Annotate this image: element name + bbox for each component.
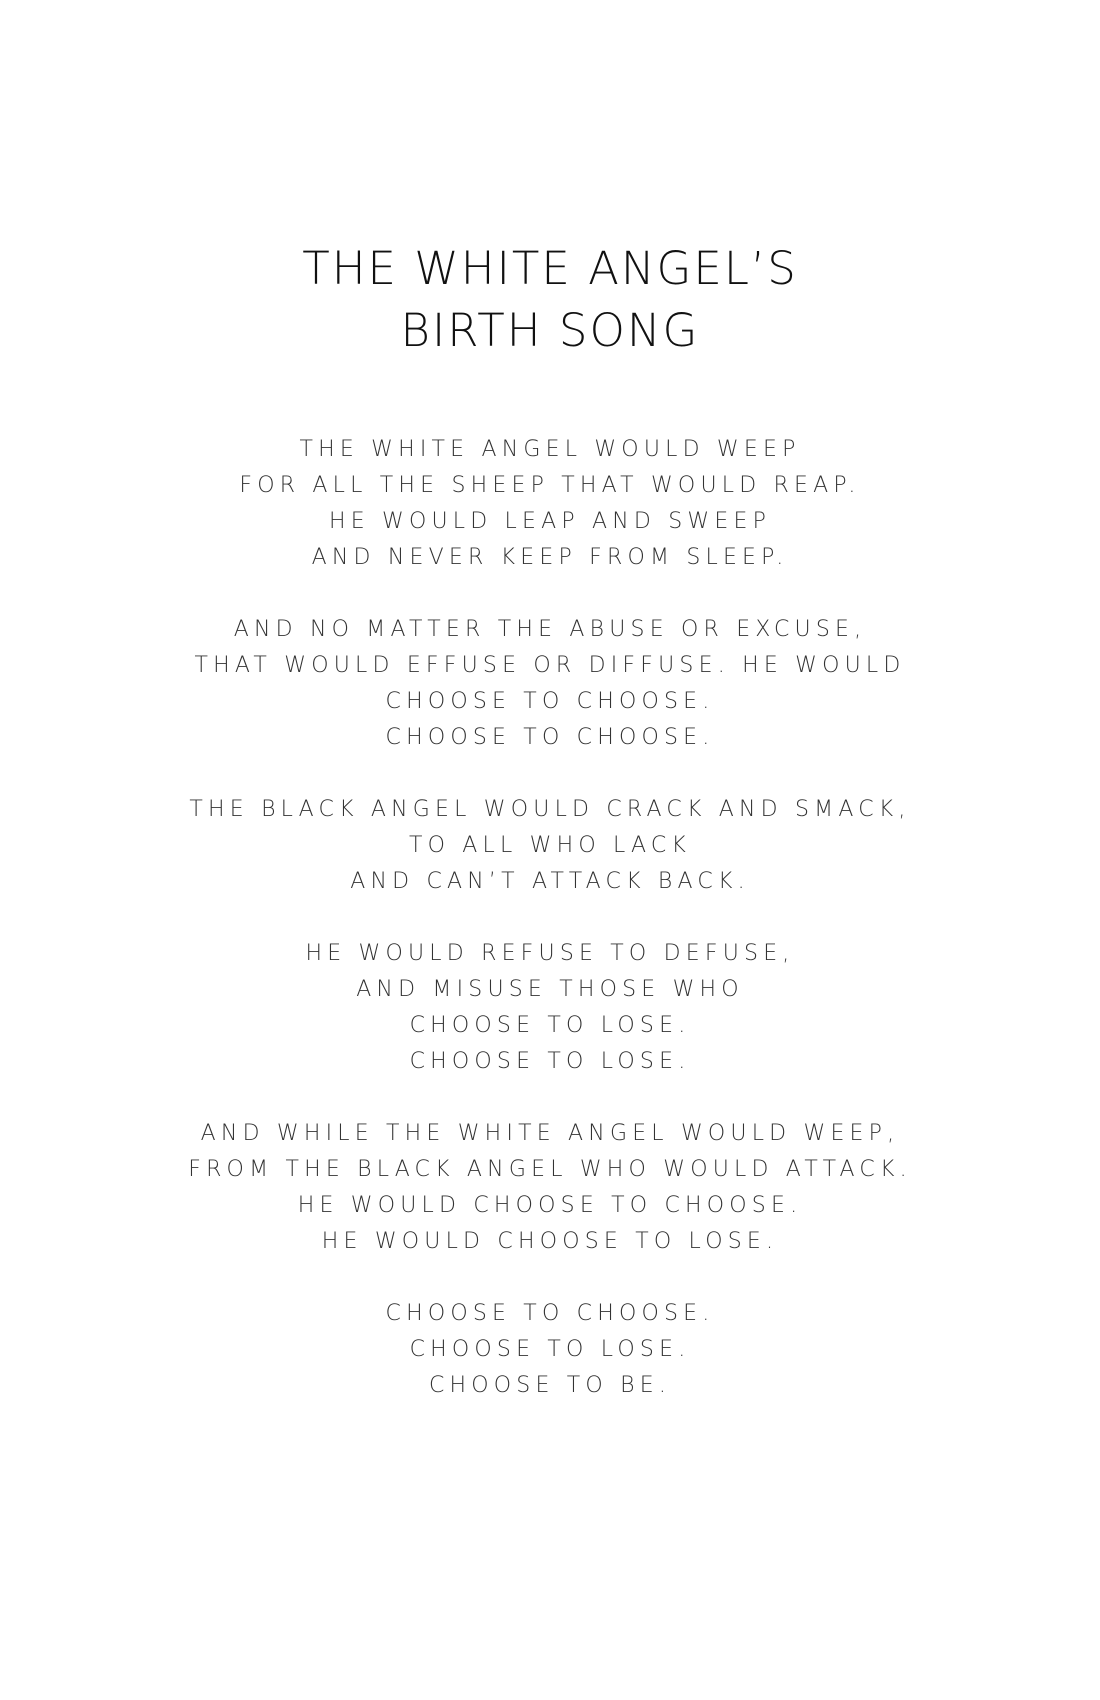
poem-line: CHOOSE TO CHOOSE.: [385, 725, 715, 750]
poem-line: CHOOSE TO CHOOSE.: [385, 689, 715, 714]
poem-line: CHOOSE TO CHOOSE.: [385, 1301, 715, 1326]
poem-line: CHOOSE TO BE.: [428, 1373, 672, 1398]
poem-line: CHOOSE TO LOSE.: [409, 1049, 691, 1074]
stanza-5: [0, 1116, 1100, 1260]
poem-title: [0, 238, 1100, 362]
stanza-4: [0, 936, 1100, 1080]
stanza-1: [0, 432, 1100, 576]
title-line: THE WHITE ANGEL’S: [302, 242, 798, 295]
poem-line: THAT WOULD EFFUSE OR DIFFUSE. HE WOULD: [194, 653, 906, 678]
poem-line: THE WHITE ANGEL WOULD WEEP: [299, 437, 801, 462]
poem-line: AND NEVER KEEP FROM SLEEP.: [311, 545, 789, 570]
stanza-2: [0, 612, 1100, 756]
poem-line: AND CAN’T ATTACK BACK.: [350, 869, 750, 894]
title-line: BIRTH SONG: [400, 304, 700, 357]
poem-line: HE WOULD CHOOSE TO LOSE.: [321, 1229, 779, 1254]
stanza-6: [0, 1296, 1100, 1404]
poem-line: THE BLACK ANGEL WOULD CRACK AND SMACK,: [189, 797, 911, 822]
poem-line: FOR ALL THE SHEEP THAT WOULD REAP.: [239, 473, 861, 498]
poem-line: HE WOULD LEAP AND SWEEP: [328, 509, 772, 534]
poem-line: CHOOSE TO LOSE.: [409, 1337, 691, 1362]
poem-line: TO ALL WHO LACK: [408, 833, 692, 858]
poem-line: AND NO MATTER THE ABUSE OR EXCUSE,: [233, 617, 867, 642]
poem-line: AND MISUSE THOSE WHO: [356, 977, 744, 1002]
poem-line: HE WOULD CHOOSE TO CHOOSE.: [297, 1193, 803, 1218]
poem-line: FROM THE BLACK ANGEL WHO WOULD ATTACK.: [188, 1157, 912, 1182]
poem-line: HE WOULD REFUSE TO DEFUSE,: [305, 941, 795, 966]
poem-body: [0, 432, 1100, 1440]
stanza-3: [0, 792, 1100, 900]
poem-line: CHOOSE TO LOSE.: [409, 1013, 691, 1038]
poem-line: AND WHILE THE WHITE ANGEL WOULD WEEP,: [200, 1121, 900, 1146]
